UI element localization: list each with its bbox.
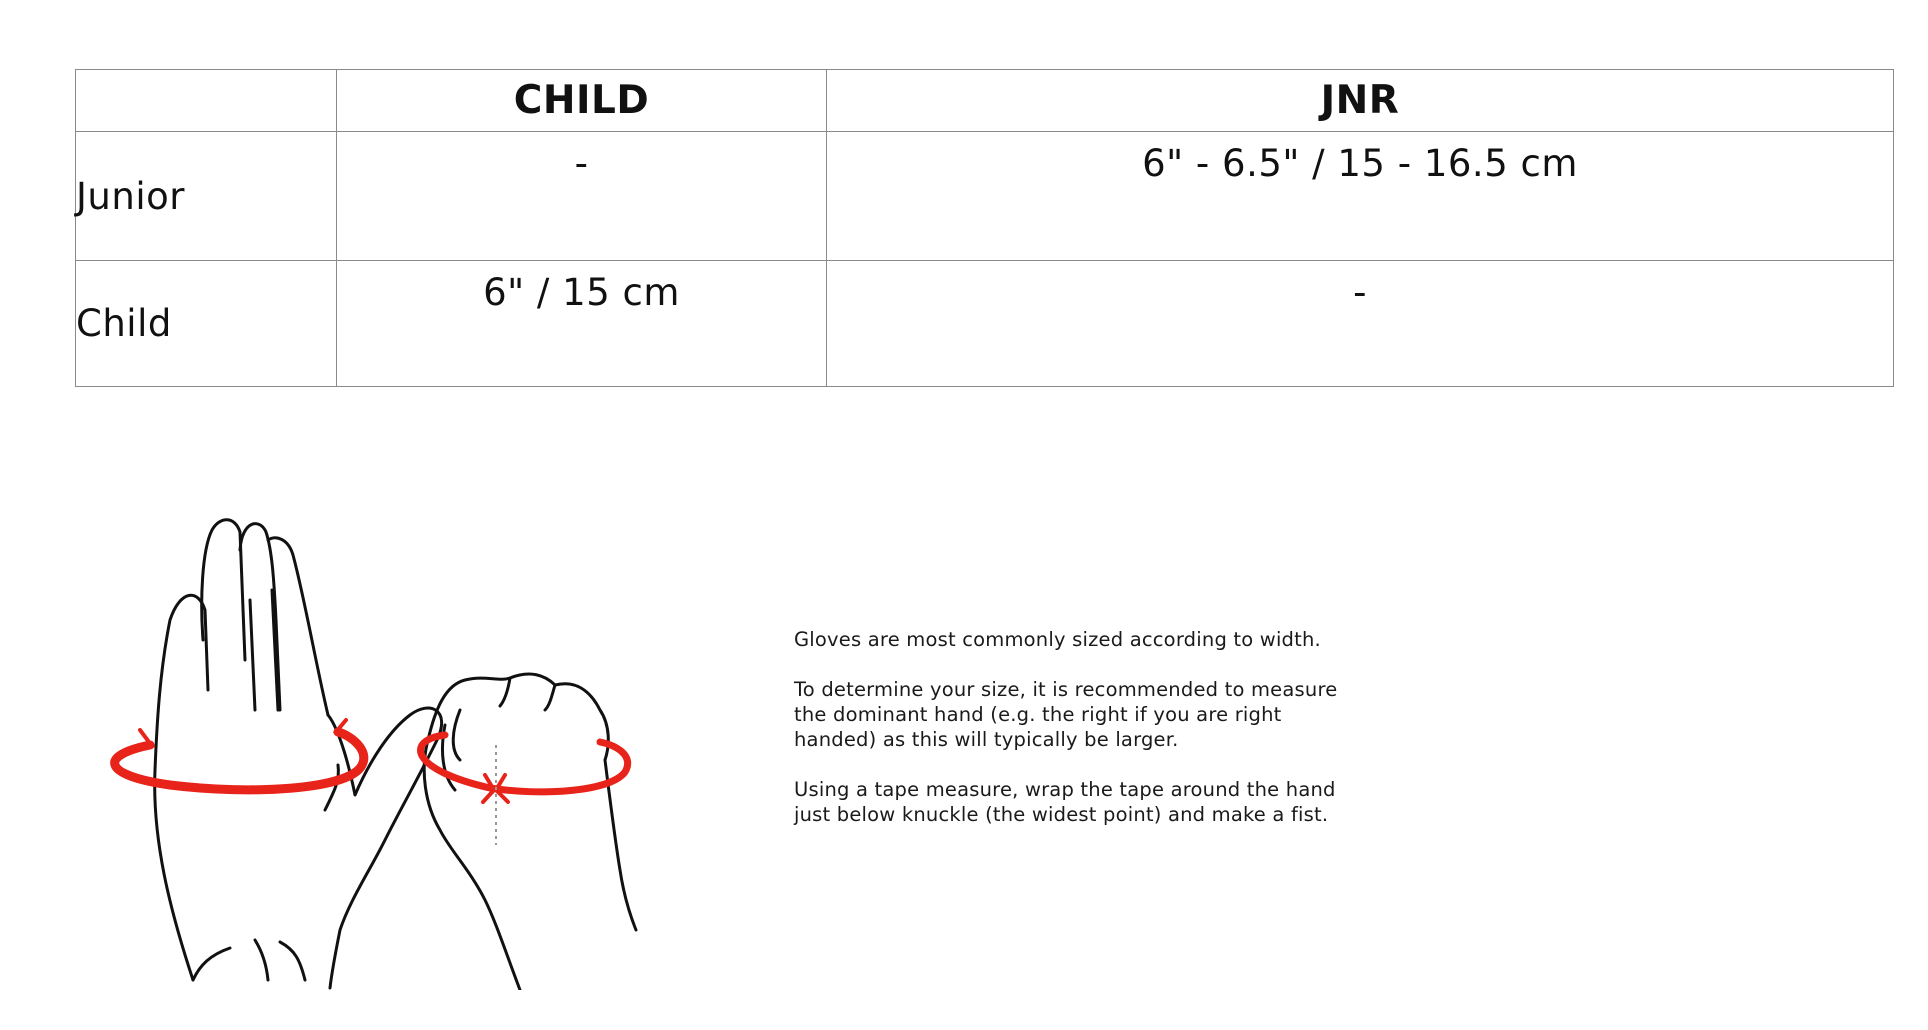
cell-child-child: 6" / 15 cm — [337, 261, 827, 387]
header-jnr: JNR — [827, 70, 1894, 132]
table-header-row — [76, 70, 1894, 132]
cell-child-jnr: - — [827, 261, 1894, 387]
table-row — [76, 261, 1894, 387]
guide-paragraph-3: Using a tape measure, wrap the tape around the hand just below knuckle (the widest point) and make a fist. — [794, 778, 1336, 826]
row-label-junior: Junior — [76, 132, 337, 261]
sizing-instructions — [794, 627, 1414, 852]
header-child: CHILD — [337, 70, 827, 132]
fist-hand-icon — [424, 674, 636, 990]
hand-measure-illustration — [100, 510, 750, 990]
row-label-child: Child — [76, 261, 337, 387]
guide-paragraph-2: To determine your size, it is recommended to measure the dominant hand (e.g. the right if you are right handed) as this will typically be larger. — [794, 678, 1338, 751]
cell-junior-jnr: 6" - 6.5" / 15 - 16.5 cm — [827, 132, 1894, 261]
header-empty-cell — [76, 70, 337, 132]
tape-measure-loop-right — [421, 735, 628, 802]
guide-paragraph-1: Gloves are most commonly sized according to width. — [794, 628, 1321, 651]
tape-measure-loop-left — [115, 720, 364, 790]
cell-junior-child: - — [337, 132, 827, 261]
open-hand-icon — [155, 520, 442, 988]
table-row — [76, 132, 1894, 261]
glove-size-table — [75, 69, 1894, 387]
